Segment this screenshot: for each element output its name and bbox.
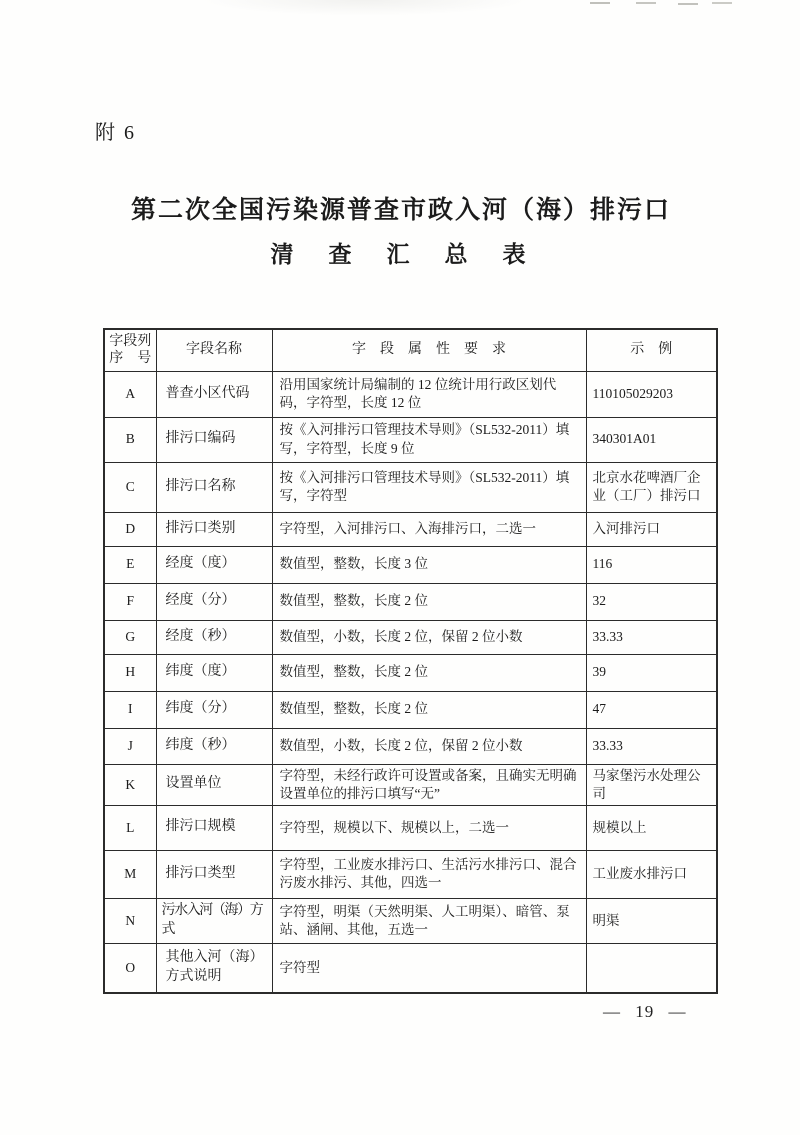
field-attr: 数值型，小数，长度 2 位，保留 2 位小数 [272,620,586,654]
field-example: 39 [586,654,717,691]
field-name: 经度（秒） [156,620,272,654]
field-index: L [104,805,156,850]
header-field-index-line1: 字段列 [109,333,152,349]
field-attr: 字符型，工业废水排污口、生活污水排污口、混合污废水排污、其他，四选一 [272,850,586,898]
field-index: F [104,583,156,620]
field-index: M [104,850,156,898]
field-index: K [104,764,156,805]
field-name: 排污口规模 [156,805,272,850]
field-example: 入河排污口 [586,512,717,546]
field-name: 纬度（秒） [156,728,272,764]
table-row [104,620,717,654]
field-index: B [104,417,156,462]
field-attr: 按《入河排污口管理技术导则》（SL532-2011）填写，字符型 [272,462,586,512]
field-name: 排污口编码 [156,417,272,462]
scan-noise-smudge [200,0,530,16]
header-field-attr: 字 段 属 性 要 求 [272,329,586,371]
field-index: N [104,898,156,943]
field-attr: 数值型，整数，长度 2 位 [272,691,586,728]
field-example: 340301A01 [586,417,717,462]
field-example: 33.33 [586,620,717,654]
field-example: 明渠 [586,898,717,943]
document-title-line1: 第二次全国污染源普查市政入河（海）排污口 [130,197,671,224]
field-name: 纬度（分） [156,691,272,728]
field-index: E [104,546,156,583]
field-attr: 字符型，入河排污口、入海排污口，二选一 [272,512,586,546]
table-row [104,462,717,512]
table-header-row [104,329,717,371]
header-field-index [104,329,156,371]
field-name: 经度（度） [156,546,272,583]
field-example: 北京水花啤酒厂企业（工厂）排污口 [586,462,717,512]
field-attr: 按《入河排污口管理技术导则》（SL532-2011）填写，字符型，长度 9 位 [272,417,586,462]
attachment-label: 附 6 [95,122,136,144]
field-example: 工业废水排污口 [586,850,717,898]
field-index: G [104,620,156,654]
field-attr: 字符型，未经行政许可设置或备案，且确实无明确设置单位的排污口填写“无” [272,764,586,805]
field-example: 116 [586,546,717,583]
field-example: 马家堡污水处理公司 [586,764,717,805]
table-row [104,512,717,546]
field-index: H [104,654,156,691]
table-row [104,691,717,728]
field-attr: 数值型，整数，长度 2 位 [272,583,586,620]
table-row [104,850,717,898]
table-row [104,805,717,850]
table-row [104,943,717,993]
table-row [104,654,717,691]
table-row [104,898,717,943]
table-row [104,764,717,805]
header-field-name: 字段名称 [156,329,272,371]
field-attr: 字符型 [272,943,586,993]
page-number: — 19 — [603,1002,687,1021]
field-index: O [104,943,156,993]
field-name: 普查小区代码 [156,371,272,417]
field-example: 规模以上 [586,805,717,850]
field-name: 其他入河（海）方式说明 [156,943,272,993]
field-attr: 字符型，规模以下、规模以上，二选一 [272,805,586,850]
scan-noise-ticks [590,2,610,4]
table-row [104,371,717,417]
field-example: 32 [586,583,717,620]
field-attr: 数值型，小数，长度 2 位，保留 2 位小数 [272,728,586,764]
field-name: 纬度（度） [156,654,272,691]
document-title-line2: 清 查 汇 总 表 [270,242,532,267]
field-example: 110105029203 [586,371,717,417]
header-field-index-line2: 序 号 [109,351,152,367]
header-field-example: 示 例 [586,329,717,371]
field-index: J [104,728,156,764]
field-index: D [104,512,156,546]
field-name: 污水入河（海）方式 [156,898,272,943]
field-attr: 数值型，整数，长度 2 位 [272,654,586,691]
field-index: I [104,691,156,728]
field-name: 经度（分） [156,583,272,620]
table-row [104,546,717,583]
field-index: A [104,371,156,417]
table-row [104,728,717,764]
field-attr: 沿用国家统计局编制的 12 位统计用行政区划代码，字符型，长度 12 位 [272,371,586,417]
field-name: 排污口类型 [156,850,272,898]
field-index: C [104,462,156,512]
field-attr: 数值型，整数，长度 3 位 [272,546,586,583]
field-example [586,943,717,993]
table-row [104,583,717,620]
field-name: 排污口类别 [156,512,272,546]
field-example: 47 [586,691,717,728]
field-name: 排污口名称 [156,462,272,512]
field-name: 设置单位 [156,764,272,805]
field-attr: 字符型，明渠（天然明渠、人工明渠）、暗管、泵站、涵闸、其他，五选一 [272,898,586,943]
table-row [104,417,717,462]
field-example: 33.33 [586,728,717,764]
field-definition-table [103,328,718,994]
